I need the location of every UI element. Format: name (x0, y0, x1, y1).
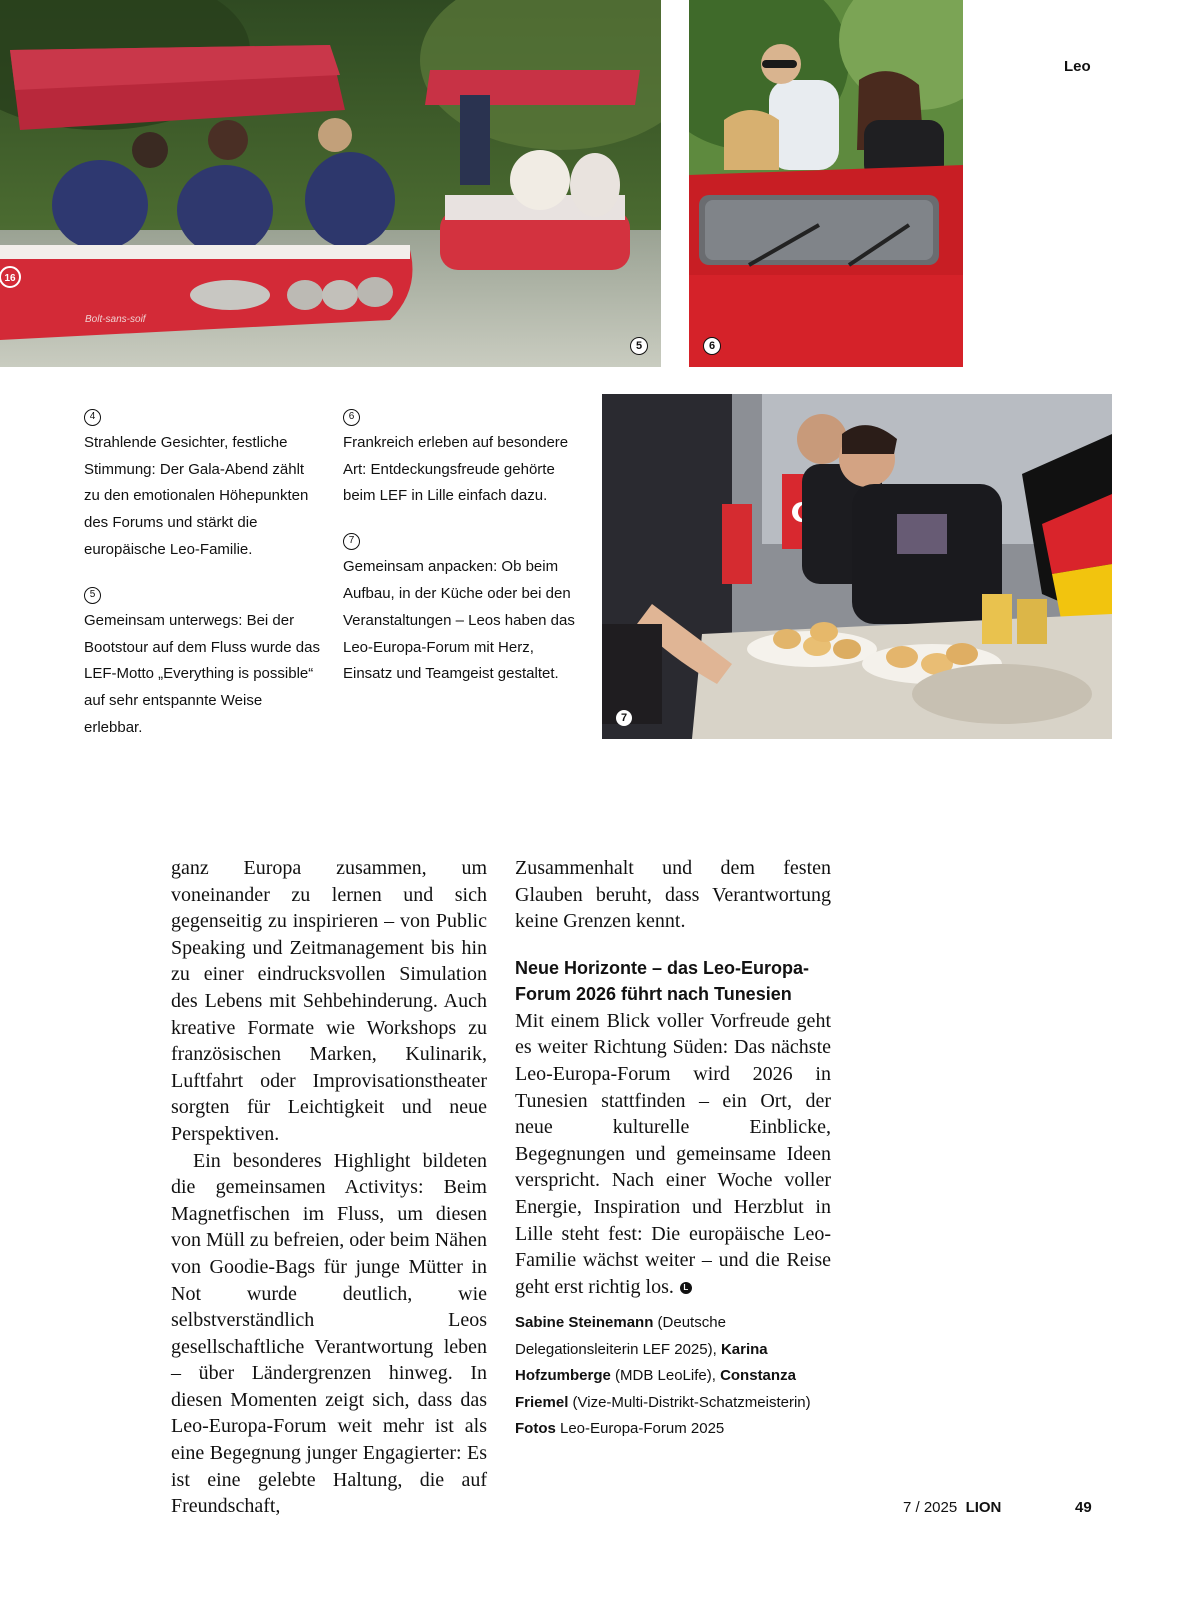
caption-number: 7 (343, 533, 360, 550)
article-paragraph (515, 1008, 831, 1301)
article-column-2 (515, 855, 831, 1300)
caption-column-left (84, 402, 324, 758)
photo-number-badge: 6 (703, 337, 721, 355)
caption-column-right (343, 402, 583, 704)
caption-6 (343, 402, 583, 510)
section-label: Leo (1064, 58, 1091, 75)
article-paragraph-text: Mit einem Blick voller Vorfreude geht es weiter Richtung Süden: Das nächste Leo-Europa-Forum wird 2026 in Tunesien stattfinden – ein Ort, der neue kulturelle Einblicke, Begegnungen und gemeinsame Ideen verspricht. Nach einer Woche voller Energie, Inspiration und Herzblut in Lille steht fest: Die europäische Leo-Familie wächst weiter – und die Reise geht erst richtig los. (515, 1009, 831, 1298)
caption-5 (84, 580, 324, 742)
article-column-1 (171, 855, 487, 1520)
boat-name: Bolt-sans-soif (85, 314, 146, 325)
issue-number: 7 / 2025 (903, 1499, 958, 1516)
author-role: (MDB LeoLife), (610, 1367, 721, 1384)
caption-text: Gemeinsam anpacken: Ob beim Aufbau, in der Küche oder bei den Veranstaltungen – Leos haben das Leo-Europa-Forum mit Herz, Einsatz und Teamgeist gestaltet. (343, 558, 575, 683)
caption-7 (343, 526, 583, 688)
author-name: Karina Hofzumberge (515, 1340, 768, 1384)
author-name: Sabine Steinemann (515, 1314, 654, 1331)
caption-number: 6 (343, 409, 360, 426)
photo-number-badge: 5 (630, 337, 648, 355)
caption-4 (84, 402, 324, 564)
author-role: (Vize-Multi-Distrikt-Schatzmeisterin) (568, 1393, 811, 1411)
article-paragraph: Zusammenhalt und dem festen Glauben beruht, dass Verantwortung keine Grenzen kennt. (515, 857, 831, 933)
author-credits (515, 1310, 835, 1443)
caption-text: Strahlende Gesichter, festliche Stimmung: Der Gala-Abend zählt zu den emotionalen Höhepunkten des Forums und stärkt die europäische Leo-Familie. (84, 433, 309, 559)
article-paragraph: ganz Europa zusammen, um voneinander zu lernen und sich gegenseitig zu inspirieren – von Public Speaking und Zeitmanagement bis hin zu einer eindrucksvollen Simulation des Lebens mit Sehbehinderung. Auch kreative Formate wie Workshops zu französischen Marken, Kulinarik, Luftfahrt oder Improvisationstheater sorgten für Leichtigkeit und neue Perspektiven. (171, 857, 487, 1145)
caption-number: 4 (84, 409, 101, 426)
photo-number-badge: 7 (616, 710, 632, 726)
boat-number: 16 (4, 273, 16, 284)
photos-credit: Leo-Europa-Forum 2025 (555, 1420, 725, 1437)
author-role: (Deutsche Delegationsleiterin LEF 2025), (515, 1314, 726, 1358)
photo-boat-tour (0, 0, 661, 367)
photo-red-car (689, 0, 963, 367)
article-subheading: Neue Horizonte – das Leo-Europa-Forum 2026 führt nach Tunesien (515, 957, 810, 1005)
author-name: Constanza Friemel (515, 1367, 796, 1411)
caption-text: Gemeinsam unterwegs: Bei der Bootstour auf dem Fluss wurde das LEF-Motto „Everything is possible“ auf sehr entspannte Weise erlebbar. (84, 611, 320, 736)
footer-issue (903, 1499, 1001, 1516)
page-number: 49 (1075, 1499, 1092, 1516)
photo-kitchen-teamwork (602, 394, 1112, 739)
article-paragraph: Ein besonderes Highlight bildeten die gemeinsamen Activitys: Beim Magnetfischen im Fluss, um diesen von Müll zu befreien, oder beim Nähen von Goodie-Bags für junge Mütter in Not wurde deutlich, wie selbstverständlich Leos gesellschaftliche Verantwortung leben – über Ländergrenzen hinweg. In diesen Momenten zeigt sich, dass das Leo-Europa-Forum weit mehr ist als eine Begegnung junger Engagierter: Es ist eine gelebte Haltung, die auf Freundschaft, (171, 1149, 488, 1518)
magazine-name: LION (965, 1499, 1002, 1516)
caption-number: 5 (84, 587, 101, 604)
photos-label: Fotos (515, 1420, 556, 1437)
caption-text: Frankreich erleben auf besondere Art: Entdeckungsfreude gehörte beim LEF in Lille einfach dazu. (343, 433, 569, 505)
end-mark-icon: L (680, 1282, 692, 1294)
